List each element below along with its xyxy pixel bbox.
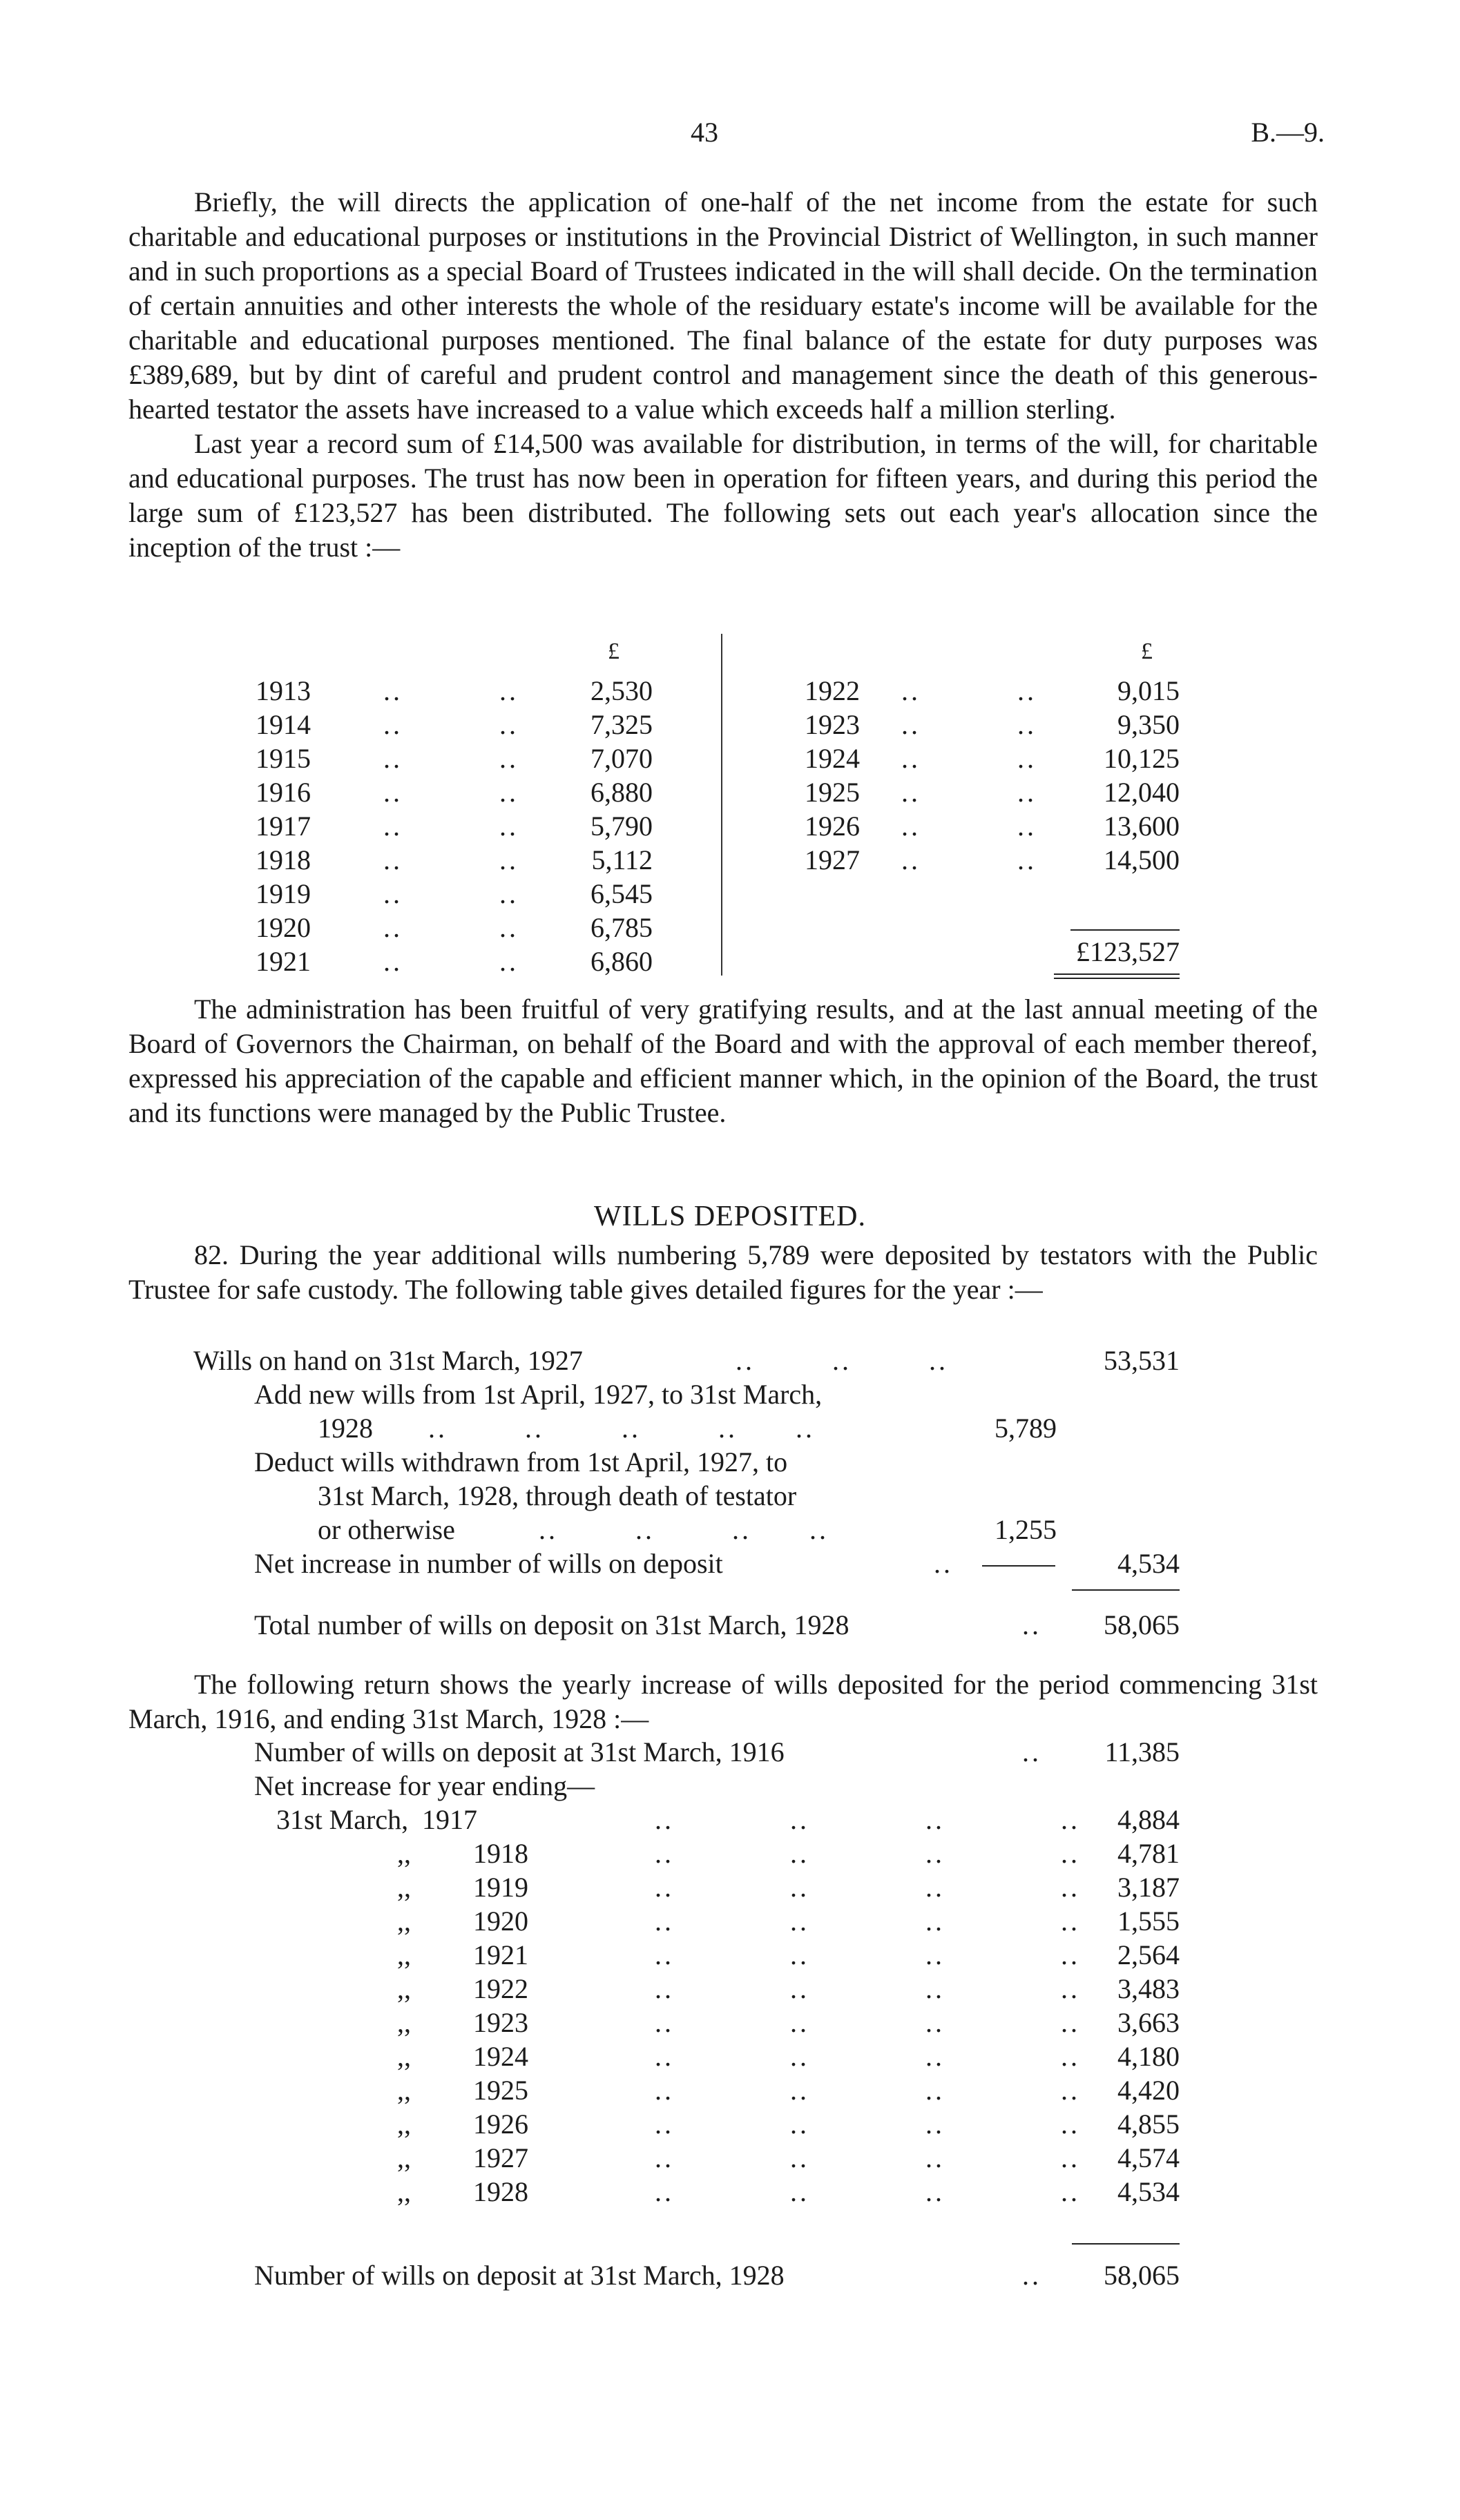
allocation-year: 1927 bbox=[805, 844, 860, 875]
leader-dots: .. .. bbox=[383, 844, 519, 875]
yearly-increase-value: 4,855 bbox=[1117, 2109, 1180, 2140]
allocation-year: 1915 bbox=[256, 743, 311, 774]
leader-dots: .. .. .. .. bbox=[655, 2109, 1080, 2140]
yearly-increase-value: 4,180 bbox=[1117, 2041, 1180, 2072]
yearly-year: 1918 bbox=[473, 1838, 528, 1869]
net-increase-value: 4,534 bbox=[1117, 1548, 1180, 1579]
total-rule-double-2 bbox=[1054, 978, 1180, 979]
yearly-year: 1919 bbox=[473, 1872, 528, 1903]
yearly-increase-value: 4,884 bbox=[1117, 1804, 1180, 1835]
allocation-amount: 10,125 bbox=[1104, 743, 1180, 774]
allocation-amount: 9,350 bbox=[1117, 709, 1180, 740]
start-value: 11,385 bbox=[1104, 1736, 1180, 1767]
allocation-year: 1921 bbox=[256, 946, 311, 977]
add-label-line-2: 1928 bbox=[318, 1413, 373, 1444]
total-rule-top bbox=[1070, 929, 1180, 931]
allocation-amount: 5,790 bbox=[590, 811, 653, 842]
ditto-mark: ,, bbox=[397, 1838, 411, 1869]
deduct-value: 1,255 bbox=[995, 1514, 1057, 1545]
leader-dots: .. .. bbox=[383, 878, 519, 909]
leader-dots: .. bbox=[1022, 2260, 1041, 2291]
leader-dots: .. .. .. .. .. bbox=[428, 1413, 815, 1444]
allocation-amount: 6,785 bbox=[590, 912, 653, 943]
yearly-increase-value: 3,663 bbox=[1117, 2007, 1180, 2038]
deduct-label-line-2: 31st March, 1928, through death of testator bbox=[318, 1480, 797, 1511]
leader-dots: .. .. bbox=[383, 709, 519, 740]
subtotal-rule bbox=[982, 1565, 1055, 1567]
allocation-year: 1923 bbox=[805, 709, 860, 740]
wills-intro-section bbox=[128, 1238, 1318, 1307]
leader-dots: .. .. .. .. bbox=[655, 1906, 1080, 1937]
yearly-increase-value: 4,420 bbox=[1117, 2075, 1180, 2106]
allocation-year: 1922 bbox=[805, 675, 860, 706]
allocation-amount: 14,500 bbox=[1104, 844, 1180, 875]
add-value: 5,789 bbox=[995, 1413, 1057, 1444]
leader-dots: .. .. bbox=[901, 743, 1037, 774]
page-number: 43 bbox=[691, 117, 718, 148]
leader-dots: .. .. bbox=[901, 811, 1037, 842]
yearly-increase-value: 1,555 bbox=[1117, 1906, 1180, 1937]
deduct-label-line-1: Deduct wills withdrawn from 1st April, 1927, to bbox=[254, 1446, 788, 1477]
intro-paragraph-1: Briefly, the will directs the application of one-half of the net income from the estate for such charitable and educational purposes or institutions in the Provincial District of Wellington, in such manner and in such proportions as a special Board of Trustees indicated in the will shall decide. On the termination of certain annuities and other interests the whole of the residuary estate's income will be available for the charitable and educational purposes mentioned. The final balance of the estate for duty purposes was £389,689, but by dint of careful and prudent control and management since the death of this generous-hearted testator the assets have increased to a value which exceeds half a million sterling. bbox=[128, 186, 1318, 425]
wills-on-hand-value: 53,531 bbox=[1104, 1345, 1180, 1376]
yearly-intro-section bbox=[128, 1667, 1318, 1736]
net-increase-heading: Net increase for year ending— bbox=[254, 1770, 595, 1801]
allocation-amount: 6,880 bbox=[590, 777, 653, 808]
wills-on-hand-label: Wills on hand on 31st March, 1927 bbox=[193, 1345, 583, 1376]
ditto-mark: ,, bbox=[397, 2041, 411, 2072]
yearly-increase-value: 2,564 bbox=[1117, 1939, 1180, 1970]
leader-dots: .. .. .. .. bbox=[655, 1838, 1080, 1869]
leader-dots: .. .. bbox=[383, 946, 519, 977]
leader-dots: .. .. .. .. bbox=[655, 1804, 1080, 1835]
yearly-increase-value: 3,483 bbox=[1117, 1973, 1180, 2004]
allocation-amount: 5,112 bbox=[591, 844, 653, 875]
leader-dots: .. .. bbox=[901, 777, 1037, 808]
total-wills-value: 58,065 bbox=[1104, 1609, 1180, 1640]
yearly-year: 1925 bbox=[473, 2075, 528, 2106]
ditto-mark: ,, bbox=[397, 2109, 411, 2140]
leader-dots: .. .. .. .. bbox=[655, 2176, 1080, 2207]
allocation-year: 1918 bbox=[256, 844, 311, 875]
yearly-sum-rule bbox=[1072, 2243, 1180, 2245]
ditto-mark: ,, bbox=[397, 1872, 411, 1903]
section-heading-wills-deposited: WILLS DEPOSITED. bbox=[594, 1201, 866, 1232]
ditto-mark: ,, bbox=[397, 1939, 411, 1970]
admin-section bbox=[128, 992, 1318, 1130]
add-label-line-1: Add new wills from 1st April, 1927, to 31st March, bbox=[254, 1379, 823, 1410]
allocation-amount: 12,040 bbox=[1104, 777, 1180, 808]
intro-section bbox=[128, 185, 1318, 565]
deduct-label-line-3: or otherwise bbox=[318, 1514, 455, 1545]
first-year-prefix: 31st March, bbox=[276, 1804, 409, 1835]
allocation-year: 1924 bbox=[805, 743, 860, 774]
yearly-year: 1917 bbox=[422, 1804, 477, 1835]
allocation-amount: 13,600 bbox=[1104, 811, 1180, 842]
leader-dots: .. bbox=[934, 1548, 953, 1579]
leader-dots: .. .. .. bbox=[736, 1345, 948, 1376]
yearly-year: 1926 bbox=[473, 2109, 528, 2140]
yearly-increase-value: 4,574 bbox=[1117, 2142, 1180, 2173]
yearly-year: 1928 bbox=[473, 2176, 528, 2207]
allocation-year: 1919 bbox=[256, 878, 311, 909]
allocation-amount: 7,325 bbox=[590, 709, 653, 740]
total-rule-double-1 bbox=[1054, 973, 1180, 975]
allocation-year: 1913 bbox=[256, 675, 311, 706]
leader-dots: .. .. .. .. bbox=[655, 2075, 1080, 2106]
allocation-year: 1925 bbox=[805, 777, 860, 808]
ditto-mark: ,, bbox=[397, 2142, 411, 2173]
allocation-amount: 9,015 bbox=[1117, 675, 1180, 706]
yearly-increase-value: 4,781 bbox=[1117, 1838, 1180, 1869]
yearly-increase-value: 3,187 bbox=[1117, 1872, 1180, 1903]
leader-dots: .. .. bbox=[383, 675, 519, 706]
allocation-amount: 6,545 bbox=[590, 878, 653, 909]
ditto-mark: ,, bbox=[397, 2176, 411, 2207]
leader-dots: .. .. .. .. bbox=[655, 2007, 1080, 2038]
allocation-total: £123,527 bbox=[1076, 936, 1180, 967]
ditto-mark: ,, bbox=[397, 2075, 411, 2106]
column-divider bbox=[721, 634, 722, 976]
allocation-year: 1917 bbox=[256, 811, 311, 842]
end-value: 58,065 bbox=[1104, 2260, 1180, 2291]
yearly-year: 1927 bbox=[473, 2142, 528, 2173]
ditto-mark: ,, bbox=[397, 1906, 411, 1937]
leader-dots: .. .. .. .. bbox=[655, 2041, 1080, 2072]
start-label: Number of wills on deposit at 31st March, 1916 bbox=[254, 1736, 785, 1767]
leader-dots: .. .. .. .. bbox=[539, 1514, 829, 1545]
yearly-year: 1924 bbox=[473, 2041, 528, 2072]
leader-dots: .. .. bbox=[901, 709, 1037, 740]
document-reference: B.—9. bbox=[1251, 117, 1325, 148]
total-wills-label: Total number of wills on deposit on 31st March, 1928 bbox=[254, 1609, 849, 1640]
yearly-increase-value: 4,534 bbox=[1117, 2176, 1180, 2207]
sum-rule bbox=[1072, 1589, 1180, 1591]
allocation-year: 1920 bbox=[256, 912, 311, 943]
net-increase-label: Net increase in number of wills on deposit bbox=[254, 1548, 723, 1579]
intro-paragraph-2: Last year a record sum of £14,500 was available for distribution, in terms of the will, for charitable and educational purposes. The trust has now been in operation for fifteen years, and during this period the large sum of £123,527 has been distributed. The following sets out each year's allocation since the inception of the trust :— bbox=[128, 428, 1318, 563]
leader-dots: .. .. .. .. bbox=[655, 1872, 1080, 1903]
allocation-year: 1916 bbox=[256, 777, 311, 808]
leader-dots: .. .. bbox=[901, 675, 1037, 706]
leader-dots: .. bbox=[1022, 1609, 1041, 1640]
ditto-mark: ,, bbox=[397, 1973, 411, 2004]
leader-dots: .. .. bbox=[383, 912, 519, 943]
leader-dots: .. bbox=[1022, 1736, 1041, 1767]
end-label: Number of wills on deposit at 31st March, 1928 bbox=[254, 2260, 785, 2291]
allocation-year: 1914 bbox=[256, 709, 311, 740]
allocation-amount: 7,070 bbox=[590, 743, 653, 774]
leader-dots: .. .. bbox=[901, 844, 1037, 875]
leader-dots: .. .. bbox=[383, 811, 519, 842]
wills-paragraph: 82. During the year additional wills numbering 5,789 were deposited by testators with the Public Trustee for safe custody. The following table gives detailed figures for the year :— bbox=[128, 1239, 1318, 1305]
leader-dots: .. .. bbox=[383, 743, 519, 774]
allocation-amount: 2,530 bbox=[590, 675, 653, 706]
admin-paragraph: The administration has been fruitful of very gratifying results, and at the last annual meeting of the Board of Governors the Chairman, on behalf of the Board and with the approval of each member thereof, expressed his appreciation of the capable and efficient manner which, in the opinion of the Board, the trust and its functions were managed by the Public Trustee. bbox=[128, 994, 1318, 1128]
yearly-year: 1920 bbox=[473, 1906, 528, 1937]
leader-dots: .. .. .. .. bbox=[655, 1973, 1080, 2004]
allocation-year: 1926 bbox=[805, 811, 860, 842]
yearly-year: 1922 bbox=[473, 1973, 528, 2004]
yearly-year: 1923 bbox=[473, 2007, 528, 2038]
yearly-intro-paragraph: The following return shows the yearly increase of wills deposited for the period commencing 31st March, 1916, and ending 31st March, 1928 :— bbox=[128, 1669, 1318, 1734]
leader-dots: .. .. bbox=[383, 777, 519, 808]
allocation-amount: 6,860 bbox=[590, 946, 653, 977]
ditto-mark: ,, bbox=[397, 2007, 411, 2038]
currency-header-right: £ bbox=[1141, 639, 1153, 664]
leader-dots: .. .. .. .. bbox=[655, 1939, 1080, 1970]
yearly-year: 1921 bbox=[473, 1939, 528, 1970]
currency-header-left: £ bbox=[608, 639, 619, 664]
leader-dots: .. .. .. .. bbox=[655, 2142, 1080, 2173]
